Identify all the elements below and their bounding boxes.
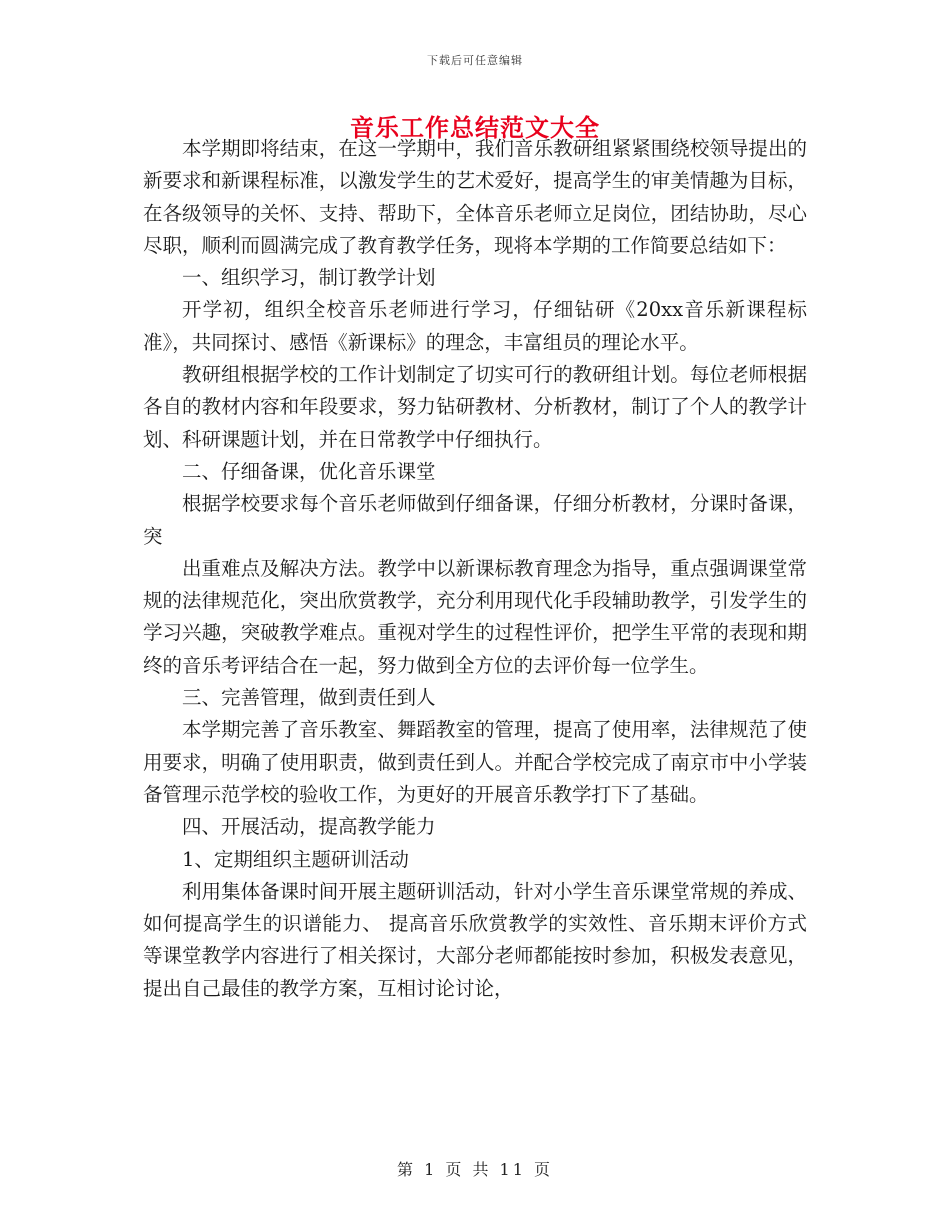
header-note: 下载后可任意编辑 <box>427 54 523 67</box>
section-heading-2: 二、仔细备课，优化音乐课堂 <box>182 459 436 483</box>
paragraph-intro: 本学期即将结束，在这一学期中，我们音乐教研组紧紧围绕校领导提出的新要求和新课程标准，以激发学生的艺术爱好，提高学生的审美情趣为目标，在各级领导的关怀、支持、帮助下，全体音乐老师立足岗位，团结协助，尽心尽职，顺利而圆满完成了教育教学任务，现将本学期的工作简要总结如下： <box>143 137 807 257</box>
document-body <box>143 133 807 1005</box>
page-footer: 第 1 页 共 11 页 <box>397 1160 553 1179</box>
subsection-heading: 1、定期组织主题研训活动 <box>182 847 409 871</box>
paragraph: 出重难点及解决方法。教学中以新课标教育理念为指导，重点强调课堂常规的法律规范化，突出欣赏教学，充分利用现代化手段辅助教学，引发学生的学习兴趣，突破教学难点。重视对学生的过程性评价，把学生平常的表现和期终的音乐考评结合在一起，努力做到全方位的去评价每一位学生。 <box>143 556 807 677</box>
paragraph: 教研组根据学校的工作计划制定了切实可行的教研组计划。每位老师根据各自的教材内容和年段要求，努力钻研教材、分析教材，制订了个人的教学计划、科研课题计划，并在日常教学中仔细执行。 <box>143 363 807 451</box>
paragraph: 根据学校要求每个音乐老师做到仔细备课，仔细分析教材，分课时备课，突 <box>143 492 807 548</box>
section-heading-3: 三、完善管理，做到责任到人 <box>182 686 436 710</box>
document-title: 音乐工作总结范文大全 <box>350 113 600 142</box>
paragraph: 本学期完善了音乐教室、舞蹈教室的管理，提高了使用率，法律规范了使用要求，明确了使用职责，做到责任到人。并配合学校完成了南京市中小学装备管理示范学校的验收工作，为更好的开展音乐教学打下了基础。 <box>143 718 807 806</box>
paragraph: 利用集体备课时间开展主题研训活动，针对小学生音乐课堂常规的养成、 如何提高学生的识谱能力、 提高音乐欣赏教学的实效性、音乐期末评价方式等课堂教学内容进行了相关探讨，大部分老师都能按时参加，积极发表意见，提出自己最佳的教学方案，互相讨论讨论， <box>143 879 807 1000</box>
section-heading-4: 四、开展活动，提高教学能力 <box>182 815 436 839</box>
paragraph: 开学初，组织全校音乐老师进行学习，仔细钻研《20xx音乐新课程标准》，共同探讨、感悟《新课标》的理念，丰富组员的理论水平。 <box>143 298 807 354</box>
section-heading-1: 一、组织学习，制订教学计划 <box>182 266 436 290</box>
